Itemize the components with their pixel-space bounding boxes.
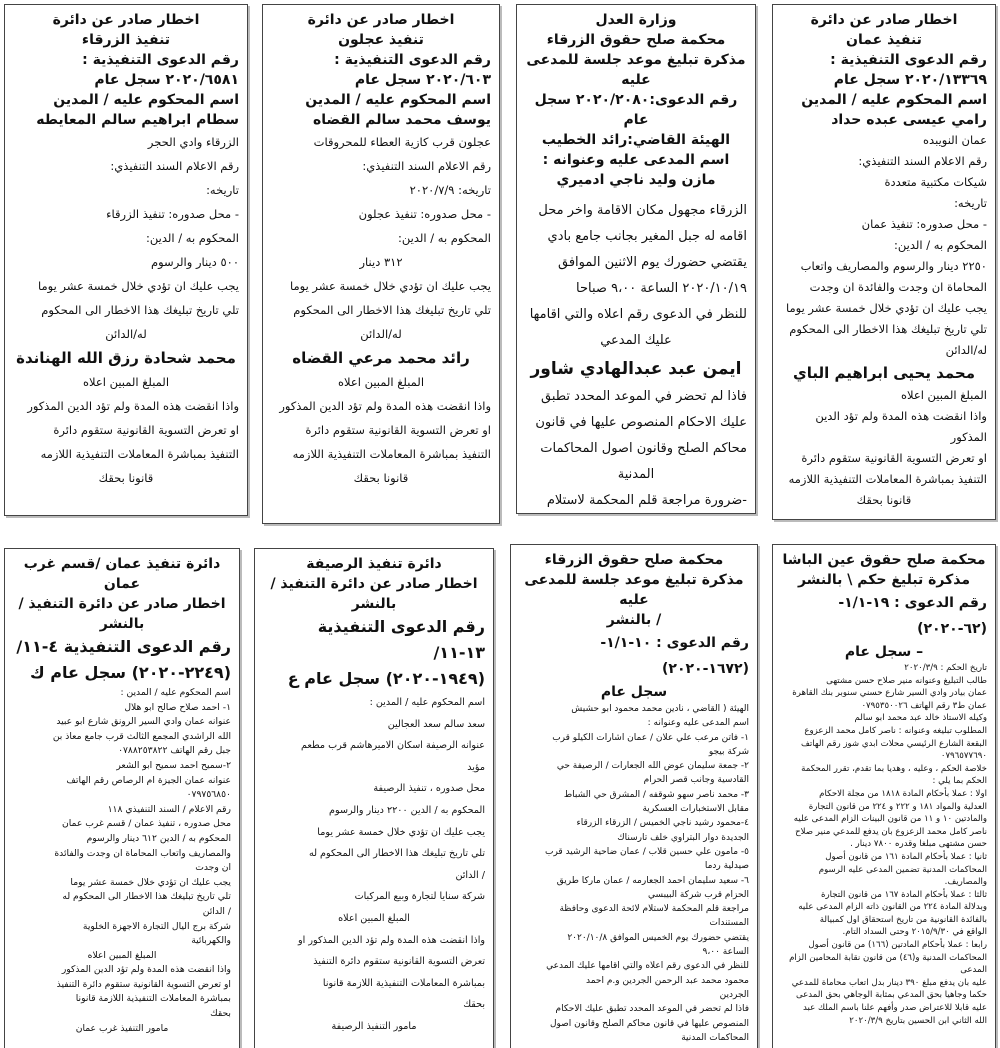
notice-line: ٣١٢ دينار bbox=[359, 255, 403, 269]
notice-line: بحقك bbox=[463, 999, 485, 1011]
notice-line: صيدلية ردما bbox=[704, 861, 749, 872]
notice-line: / الدائن bbox=[202, 905, 231, 917]
notice-line: عليه قابلا للاعتراض صدر وأفهم علنا باسم الملك عبد bbox=[803, 1003, 987, 1014]
notice-line: الله الراشدي المجمع الثالث قرب جامع معاذ بن bbox=[52, 730, 231, 742]
notice-line: شركة سنايا لتجارة وبيع المركبات bbox=[354, 891, 485, 903]
notice-line: المحكوم به / الدين: bbox=[398, 231, 491, 245]
notice-line: المطلوب تبليغه وعنوانه : ناصر كامل محمد الزعزوع bbox=[804, 725, 987, 736]
notice-line: الحزام قرب شركة البيبسي bbox=[648, 889, 749, 900]
debtor-label: اسم المحكوم عليه / المدين bbox=[53, 92, 239, 108]
notice-line: ٥٠٠ دينار والرسوم bbox=[151, 255, 239, 269]
notice-line: والكهربائية bbox=[191, 935, 231, 947]
notice-line: له/الدائن bbox=[945, 343, 987, 357]
case-number: (٢٢٤٩-٢٠٢٠) سجل عام ك bbox=[30, 663, 231, 682]
case-number: رقم الدعوى : ١٠-١/١-(١٦٧٢-٢٠٢٠) bbox=[600, 635, 749, 677]
notice-header-line: مذكرة تبليغ موعد جلسة للمدعى عليه bbox=[524, 572, 744, 608]
notice-header-line: محكمة صلح حقوق الزرقاء bbox=[544, 552, 724, 568]
notice-line: تلي تاريخ تبليغك هذا الاخطار الى المحكوم bbox=[41, 303, 239, 317]
notice-line: رقم الاعلام / السند التنفيذي ١١٨ bbox=[107, 803, 231, 815]
notice-line: له/الدائن bbox=[360, 327, 402, 341]
notice-line: المحاكمات المدنية تضمين المدعى عليه الرسوم bbox=[818, 864, 987, 875]
notice-ajloun-execution bbox=[262, 4, 500, 524]
notice-header-line: محكمة صلح حقوق الزرقاء bbox=[546, 32, 726, 48]
notice-line: - محل صدوره: تنفيذ عمان bbox=[861, 217, 987, 231]
notice-line: ثانيا : عملا بأحكام المادة ١٦١ من قانون أصول bbox=[825, 851, 987, 862]
notice-header-line: مذكرة تبليغ موعد جلسة للمدعى عليه bbox=[526, 52, 746, 88]
notice-line: اقامه له جبل المغير بجانب جامع بادي bbox=[547, 229, 747, 244]
notice-line: تاريخه: ٢٠٢٠/٧/٩ bbox=[409, 183, 491, 197]
notice-line: مامور التنفيذ غرب عمان bbox=[75, 1022, 169, 1034]
notice-rusaifa-execution bbox=[254, 548, 494, 1048]
notice-header-line: اخطار صادر عن دائرة bbox=[810, 12, 958, 28]
notice-line: -ضرورة مراجعة قلم المحكمة لاستلام bbox=[546, 493, 747, 508]
notice-line: القادسية وجانب قصر الحرام bbox=[643, 775, 749, 786]
notice-line: للنظر في الدعوى رقم اعلاه والتي اقامها bbox=[529, 307, 747, 322]
notice-header-line: اخطار صادر عن دائرة bbox=[52, 12, 200, 28]
notice-header-line: اخطار صادر عن دائرة التنفيذ / بالنشر bbox=[18, 596, 226, 632]
creditor-name: رائد محمد مرعي القضاه bbox=[292, 349, 470, 367]
notice-line: او تعرض التسوية القانونية ستقوم دائرة التنفيذ bbox=[56, 978, 231, 990]
notice-line: وكيله الاستاذ خالد عبد محمد ابو سالم bbox=[854, 713, 987, 724]
notice-line: الجردين bbox=[719, 989, 749, 1000]
notice-header-line: اخطار صادر عن دائرة bbox=[307, 12, 455, 28]
notice-header-line: وزارة العدل bbox=[595, 12, 677, 28]
notice-line: ثالثا : عملا بأحكام المادة ١٦٧ من قانون التجارة bbox=[820, 889, 987, 900]
notice-line: والمادتين ١٠ و ١١ من قانون البينات الزام المدعى عليه bbox=[793, 814, 987, 825]
notice-header-line: دائرة تنفيذ عمان /قسم غرب عمان bbox=[23, 556, 221, 592]
notice-line: رقم الاعلام السند التنفيذي: bbox=[858, 154, 987, 168]
notice-header-line: رقم الدعوى:٢٠٢٠/٢٠٨٠ سجل عام bbox=[534, 92, 738, 128]
notice-line: يجب عليك ان تؤدي خلال خمسة عشر يوما bbox=[37, 279, 239, 293]
notice-line: محاكم الصلح وقانون اصول المحاكمات bbox=[540, 441, 747, 456]
notice-line: الحكم بما يلي : bbox=[932, 776, 987, 787]
notice-west-amman-execution bbox=[4, 548, 240, 1048]
notice-line: عليك الاحكام المنصوص عليها في قانون bbox=[535, 415, 747, 430]
case-number: ٢٠٢٠/٦٠٣ سجل عام bbox=[354, 72, 491, 88]
debtor-name: يوسف محمد سالم القضاه bbox=[312, 112, 491, 128]
notice-line: المبلغ المبين اعلاه bbox=[337, 375, 425, 389]
notice-line: ٥- مامون علي حسين قلاب / عمان ضاحية الرشيد قرب bbox=[544, 846, 749, 857]
notice-line: مؤيد bbox=[467, 761, 485, 773]
notice-line: بمباشرة المعاملات التنفيذية اللازمة قانونا bbox=[322, 977, 485, 989]
notice-line: ٢٠٢٠/١٠/١٩ الساعة ٩،٠٠ صباحا bbox=[576, 281, 747, 296]
case-label: رقم الدعوى التنفيذية : bbox=[830, 52, 987, 68]
notice-line: حكما وجاهيا بحق المدعي بمثابة الوجاهي بحق المدعى bbox=[796, 990, 987, 1001]
creditor-name: محمد يحيى ابراهيم الباي bbox=[792, 364, 976, 382]
case-label: رقم الدعوى التنفيذية : bbox=[82, 52, 239, 68]
case-register: سجل عام bbox=[600, 684, 668, 700]
notice-line: يجب عليك ان تؤدي خلال خمسة عشر يوما bbox=[70, 876, 231, 888]
notice-zarqa-court-session bbox=[516, 4, 756, 514]
notice-line: شركة برج اليال التجارة الاجهزة الخلوية bbox=[82, 920, 231, 932]
notice-line: الله الثاني ابن الحسين بتاريخ ٢٠٢٠/٣/٩ bbox=[849, 1015, 987, 1026]
notice-line: مراجعة قلم المحكمة لاستلام لائحة الدعوى وحافظة bbox=[559, 904, 749, 915]
notice-line: عنوانه عمان الجيزة ام الرصاص رقم الهاتف bbox=[66, 774, 231, 786]
case-number: ٢٠٢٠/٦٥٨١ سجل عام bbox=[94, 72, 239, 88]
notice-line: المحكوم به / الدين ٢٢٠٠ دينار والرسوم bbox=[329, 804, 485, 816]
notice-line: التنفيذ بمباشرة المعاملات التنفيذية اللازمه bbox=[40, 447, 239, 461]
notice-line: العدلية والمواد ١٨١ و ٢٢٢ و ٢٢٤ من قانون التجارة bbox=[808, 801, 987, 812]
notice-line: ٢- جمعة سليمان عوض الله الجعارات / الرصيفة حي bbox=[556, 761, 749, 772]
notice-line: مقابل الاستخبارات العسكرية bbox=[642, 804, 749, 815]
notice-header-line: تنفيذ عمان bbox=[846, 32, 922, 48]
notice-line: شيكات مكتبية متعددة bbox=[884, 175, 987, 189]
notice-line: المستندات bbox=[709, 918, 749, 929]
notice-line: تاريخه: bbox=[206, 183, 239, 197]
notice-header-line: تنفيذ الزرقاء bbox=[81, 32, 171, 48]
notice-line: مامور التنفيذ الرصيفة bbox=[331, 1020, 417, 1032]
notice-line: المبلغ المبين اعلاه bbox=[82, 375, 170, 389]
notice-line: واذا انقضت هذه المدة ولم تؤد الدين المذكور bbox=[61, 964, 231, 976]
notice-line: تلي تاريخ تبليغك هذا الاخطار الى المحكوم له bbox=[62, 891, 231, 903]
notice-line: رقم الاعلام السند التنفيذي: bbox=[110, 159, 239, 173]
defendant-name: مازن وليد ناجي ادميري bbox=[556, 172, 716, 188]
notice-line: تاريخه: bbox=[954, 196, 987, 210]
notice-line: الواقع في ٢٠١٥/٩/٣٠ وحتى السداد التام. bbox=[842, 927, 987, 938]
notice-line: يجب عليك ان تؤدي خلال خمسة عشر يوما bbox=[317, 826, 485, 838]
notice-header-line: دائرة تنفيذ الرصيفة bbox=[306, 556, 442, 572]
notice-line: قانونا بحقك bbox=[98, 471, 154, 485]
notice-line: وبدلالة المادة ٢٢٤ من القانون ذاته الزام المدعى عليه bbox=[798, 902, 987, 913]
notice-line: تلي تاريخ تبليغك هذا الاخطار الى المحكوم bbox=[293, 303, 491, 317]
notice-line: المحكوم به / الدين ٦١٢ دينار والرسوم bbox=[86, 832, 231, 844]
notice-line: ٢٢٥٠ دينار والرسوم والمصاريف واتعاب bbox=[800, 259, 987, 273]
notice-line: قانونا بحقك bbox=[353, 471, 409, 485]
notice-line: يقتضي حضورك يوم الخميس الموافق ٢٠٢٠/١٠/٨ bbox=[567, 932, 749, 943]
case-register: – سجل عام bbox=[844, 644, 924, 660]
notice-line: اولا : عملا بأحكام المادة ١٨١٨ من مجلة الاحكام bbox=[819, 788, 987, 799]
notice-line: قانونا بحقك bbox=[856, 493, 912, 507]
notice-line: - محل صدوره: تنفيذ عجلون bbox=[358, 207, 491, 221]
case-label: رقم الدعوى التنفيذية : bbox=[334, 52, 491, 68]
notice-line: ١- فاتن مرعب علي علان / عمان اشارات الكيلو قرب bbox=[552, 732, 749, 743]
notice-zarqa-session-publication bbox=[510, 544, 758, 1048]
notice-line: البقعة الشارع الرئيسي محلات ابدي شوز رقم الهاتف bbox=[801, 738, 987, 749]
debtor-name: رامي عيسى عبده حداد bbox=[831, 112, 987, 128]
notice-line: عنوانه عمان وادي السير الرونق شارع ابو عبيد bbox=[56, 716, 231, 728]
notice-line: والمصاريف واتعاب المحاماة ان وجدت والفائدة bbox=[54, 847, 231, 859]
notice-line: تعرض التسوية القانونية ستقوم دائرة التنفيذ bbox=[313, 956, 485, 968]
notice-line: بالفائدة القانونية من تاريخ استحقاق اول كمبيالة bbox=[819, 914, 987, 925]
notice-amman-execution bbox=[772, 4, 996, 520]
case-number: رقم الدعوى التنفيذية ١٣-١١/ bbox=[317, 617, 485, 662]
notice-line: تلي تاريخ تبليغك هذا الاخطار الى المحكوم bbox=[789, 322, 987, 336]
notice-line: او تعرض التسوية القانونية ستقوم دائرة bbox=[801, 451, 987, 465]
notice-line: ناصر كامل محمد الزعزوع بان يدفع للمدعي منير صلاح bbox=[795, 826, 987, 837]
debtor-label: اسم المحكوم عليه / المدين bbox=[305, 92, 491, 108]
notice-header-line: الهيئة القاضي:رائد الخطيب bbox=[541, 132, 731, 148]
notice-line: ٠٧٩٧٥٦٨٥٠ bbox=[186, 789, 231, 801]
notice-line: محل صدوره ، تنفيذ عمان / قسم غرب عمان bbox=[61, 818, 231, 830]
notice-line: محل صدوره ، تنفيذ الرصيفة bbox=[373, 783, 485, 795]
notice-line: عمان النويبده bbox=[923, 133, 987, 147]
notice-line: فاذا لم تحضر في الموعد المحدد تطبق عليك الاحكام bbox=[555, 1004, 749, 1015]
notice-header-line: مذكرة تبليغ حكم \ بالنشر bbox=[797, 572, 971, 588]
notice-line: يجب عليك ان تؤدي خلال خمسة عشر يوما bbox=[785, 301, 987, 315]
debtor-label: اسم المحكوم عليه / المدين bbox=[801, 92, 987, 108]
notice-line: بحقك bbox=[210, 1008, 231, 1020]
notice-line: ٣- محمد ناصر سهو شوقفه / المشرق حي الشباط bbox=[563, 789, 749, 800]
notice-line: ان وجدت bbox=[195, 862, 231, 874]
notice-line: المبلغ المبين اعلاه bbox=[87, 949, 157, 961]
notice-line: جبل رقم الهاتف ٠٧٨٨٢٥٣٨٢٢ bbox=[118, 745, 231, 757]
notice-line: او تعرض التسوية القانونية ستقوم دائرة bbox=[305, 423, 491, 437]
notice-line: محمود محمد عبد الرحمن الجردين و.م احمد bbox=[585, 975, 749, 986]
notice-line: الجديدة دوار البتراوي خلف تارسناك bbox=[617, 832, 749, 843]
notice-line: المحاكمات المدنية bbox=[681, 1032, 749, 1043]
notice-header-line: / بالنشر bbox=[606, 612, 662, 628]
notice-line: واذا انقضت هذه المدة ولم تؤد الدين المذكور bbox=[815, 409, 987, 444]
notice-line: عمان بيادر وادي السير شارع حسني سنوبر بنك القاهرة bbox=[792, 688, 987, 699]
case-number: (١٩٤٩-٢٠٢٠) سجل عام ع bbox=[287, 669, 485, 688]
case-number: رقم الدعوى : ١٩-١/١-(٦٢-٢٠٢٠) bbox=[838, 595, 987, 637]
notice-line: - محل صدوره: تنفيذ الزرقاء bbox=[106, 207, 239, 221]
notice-line: يقتضي حضورك يوم الاثنين الموافق bbox=[557, 255, 747, 270]
notice-line: او تعرض التسوية القانونية ستقوم دائرة bbox=[53, 423, 239, 437]
notice-line: فاذا لم تحضر في الموعد المحدد تطبق bbox=[540, 389, 747, 404]
notice-line: المحاكمات المدنية و(٤٦) من قانون نقابة المحامين الزام المدعى bbox=[789, 952, 987, 976]
notice-line: تلي تاريخ تبليغك هذا الاخطار الى المحكوم له bbox=[308, 848, 485, 860]
notice-header-line: تنفيذ عجلون bbox=[338, 32, 424, 48]
notice-line: عنوانه الرصيفة اسكان الاميرهاشم قرب مطعم bbox=[301, 740, 485, 752]
notice-line: المحاماة ان وجدت والفائدة ان وجدت bbox=[809, 280, 987, 294]
notice-line: اسم المدعى عليه وعنوانه : bbox=[647, 718, 749, 729]
notice-line: والمصاريف. bbox=[944, 877, 987, 888]
notice-line: عجلون قرب كازية العطاء للمحروقات bbox=[313, 135, 491, 149]
notice-line: المحكوم به / الدين: bbox=[894, 238, 987, 252]
notice-line: عمان ط٣ رقم الهاتف ٠٧٩٥٣٥٠٠٢٦ bbox=[861, 700, 987, 711]
creditor-name: محمد شحادة رزق الله الهناندة bbox=[16, 349, 236, 367]
notice-line: عليه بان يدفع مبلغ ٣٩٠ دينار بدل اتعاب محاماة للمدعي bbox=[791, 977, 987, 988]
notice-line: للنظر في الدعوى رقم اعلاه والتي اقامها عليك المدعي bbox=[546, 961, 749, 972]
notice-ain-albasha-judgment bbox=[772, 544, 996, 1048]
notice-line: المنصوص عليها في قانون محاكم الصلح وقانون اصول bbox=[549, 1018, 749, 1029]
notice-line: ٢-سميح احمد سميح ابو الشعر bbox=[116, 759, 231, 771]
case-number: ٢٠٢٠/١٣٣٦٩ سجل عام bbox=[833, 72, 987, 88]
notice-line: ٤-محمود رشيد ناجي الخميس / الزرقاء الزرقاء bbox=[576, 818, 749, 829]
notice-line: رابعا : عملا بأحكام المادتين (١٦٦) من قانون أصول bbox=[808, 940, 987, 951]
notice-line: التنفيذ بمباشرة المعاملات التنفيذية اللازمه bbox=[292, 447, 491, 461]
notice-line: المبلغ المبين اعلاه bbox=[338, 912, 410, 924]
notice-line: عليك المدعي bbox=[600, 333, 672, 348]
notice-line: اسم المحكوم عليه / المدين : bbox=[369, 697, 485, 708]
notice-line: بمباشرة المعاملات التنفيذية اللازمة قانونا bbox=[75, 993, 231, 1005]
notice-line: المحكوم به / الدين: bbox=[146, 231, 239, 245]
notice-zarqa-execution bbox=[4, 4, 248, 516]
debtor-name: سطام ابراهيم سالم المعايطه bbox=[36, 112, 239, 128]
notice-header-line: اخطار صادر عن دائرة التنفيذ / بالنشر bbox=[270, 576, 478, 612]
notice-line: شركة بيجو bbox=[708, 746, 749, 757]
notice-line: تاريخ الحكم : ٢٠٢٠/٣/٩ bbox=[904, 663, 987, 673]
notice-line: سعد سالم سعد العجالين bbox=[387, 718, 485, 730]
notice-line: له/الدائن bbox=[105, 327, 147, 341]
notice-line: الزرقاء مجهول مكان الاقامة واخر محل bbox=[538, 203, 747, 218]
notice-line: الهيئة ( القاضي ، نادين محمد محمود ابو حشيش bbox=[571, 704, 749, 714]
notice-line: اسم المحكوم عليه / المدين : bbox=[120, 687, 231, 698]
notice-line: واذا انقضت هذه المدة ولم تؤد الدين المذكور bbox=[279, 399, 491, 413]
notice-line: واذا انقضت هذه المدة ولم تؤد الدين المذكور bbox=[27, 399, 239, 413]
notice-line: يجب عليك ان تؤدي خلال خمسة عشر يوما bbox=[289, 279, 491, 293]
notice-line: ٦- سعيد سليمان احمد الجعارمه / عمان ماركا طريق bbox=[556, 875, 749, 886]
notice-line: ١- احمد صلاح صالح ابو هلال bbox=[124, 701, 231, 713]
notice-header-line: محكمة صلح حقوق عين الباشا bbox=[782, 552, 986, 568]
notice-line: طالب التبليغ وعنوانه منير صلاح حسن مشتهى bbox=[826, 675, 987, 686]
notice-line: ٠٧٩٦٥٧٧٦٩٠ bbox=[940, 751, 987, 762]
notice-line: خلاصة الحكم ، وعليه ، وهديا بما تقدم، تقرر المحكمة bbox=[801, 763, 987, 774]
notice-header-line: اسم المدعى عليه وعنوانه : bbox=[542, 152, 730, 168]
notice-line: رقم الاعلام السند التنفيذي: bbox=[362, 159, 491, 173]
plaintiff-name: ايمن عبد عبدالهادي شاور bbox=[530, 359, 742, 379]
notice-line: واذا انقضت هذه المدة ولم تؤد الدين المذكور او bbox=[298, 934, 485, 946]
notice-line: الزرقاء وادي الحجر bbox=[147, 135, 239, 149]
notice-line: / الدائن bbox=[455, 869, 485, 881]
notice-line: الساعة ٩،٠٠ bbox=[702, 947, 749, 958]
notice-line: التنفيذ بمباشرة المعاملات التنفيذية اللازمه bbox=[788, 472, 987, 486]
case-number: رقم الدعوى التنفيذية ٤-١١/ bbox=[16, 637, 231, 656]
notice-line: المبلغ المبين اعلاه bbox=[900, 388, 987, 402]
notice-line: حسن مشتهى مبلغا وقدره ٧٨٠٠ دينار . bbox=[850, 839, 987, 850]
notice-line: المدنية bbox=[617, 467, 655, 482]
